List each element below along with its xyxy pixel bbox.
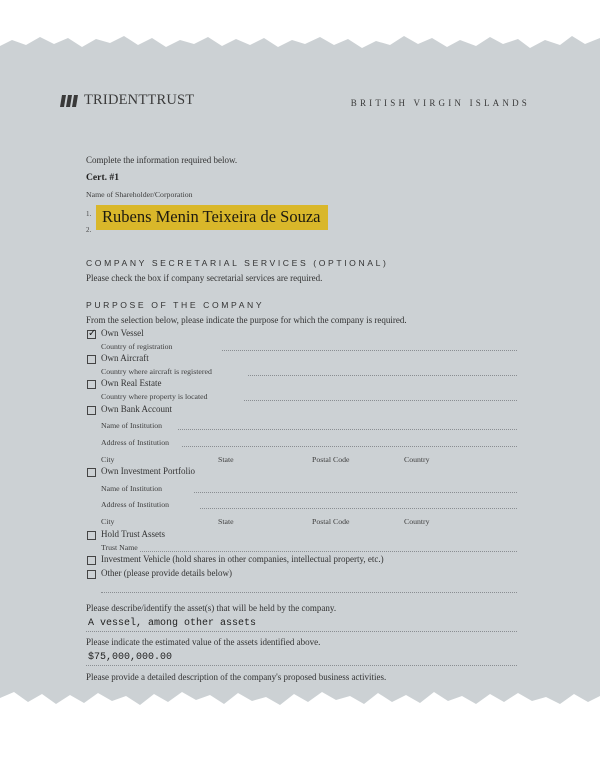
investment-name-field[interactable] xyxy=(194,492,517,493)
logo-text: TRIDENTTRUST xyxy=(84,92,195,108)
bank-country-label: Country xyxy=(404,455,430,464)
own-vessel-label: Own Vessel xyxy=(101,328,144,338)
other-checkbox[interactable] xyxy=(87,570,96,579)
trust-name-label: Trust Name xyxy=(101,543,138,552)
intro-text: Complete the information required below. xyxy=(86,155,238,165)
aircraft-country-label: Country where aircraft is registered xyxy=(101,367,212,376)
investment-vehicle-checkbox[interactable] xyxy=(87,556,96,565)
line-number-2: 2. xyxy=(86,226,92,234)
region-label: BRITISH VIRGIN ISLANDS xyxy=(350,98,530,108)
secretarial-instruction: Please check the box if company secretarial services are required. xyxy=(86,273,323,283)
secretarial-heading: COMPANY SECRETARIAL SERVICES (OPTIONAL) xyxy=(86,258,389,268)
assets-value-value: $75,000,000.00 xyxy=(88,652,173,663)
own-aircraft-label: Own Aircraft xyxy=(101,353,149,363)
investment-postal-label: Postal Code xyxy=(312,517,350,526)
trident-stripes-icon xyxy=(60,95,80,107)
investment-city-label: City xyxy=(101,517,115,526)
hold-trust-checkbox[interactable] xyxy=(87,531,96,540)
business-description-label: Please provide a detailed description of the company's proposed business activities. xyxy=(86,672,387,682)
vessel-country-field[interactable] xyxy=(222,350,517,351)
vessel-country-label: Country of registration xyxy=(101,342,173,351)
purpose-heading: PURPOSE OF THE COMPANY xyxy=(86,300,265,310)
aircraft-country-field[interactable] xyxy=(248,375,517,376)
assets-value-field[interactable] xyxy=(86,665,517,666)
bank-postal-label: Postal Code xyxy=(312,455,350,464)
own-vessel-checkbox[interactable] xyxy=(87,330,96,339)
purpose-instruction: From the selection below, please indicate the purpose for which the company is required. xyxy=(86,315,407,325)
investment-name-label: Name of Institution xyxy=(101,484,163,493)
check-mark-icon: ✓ xyxy=(88,328,97,339)
other-details-field[interactable] xyxy=(101,592,517,593)
property-country-label: Country where property is located xyxy=(101,392,208,401)
bank-name-label: Name of Institution xyxy=(101,421,163,430)
trust-name-field[interactable] xyxy=(140,551,517,552)
bank-address-label: Address of Institution xyxy=(101,438,170,447)
bank-state-label: State xyxy=(218,455,234,464)
assets-describe-label: Please describe/identify the asset(s) that will be held by the company. xyxy=(86,603,337,613)
investment-vehicle-label: Investment Vehicle (hold shares in other companies, intellectual property, etc.) xyxy=(101,554,384,564)
bank-name-field[interactable] xyxy=(178,429,517,430)
shareholder-name-label: Name of Shareholder/Corporation xyxy=(86,190,193,199)
investment-country-label: Country xyxy=(404,517,430,526)
own-real-estate-label: Own Real Estate xyxy=(101,378,162,388)
investment-address-label: Address of Institution xyxy=(101,500,170,509)
shareholder-name-value: Rubens Menin Teixeira de Souza xyxy=(96,205,328,230)
own-bank-account-checkbox[interactable] xyxy=(87,406,96,415)
hold-trust-label: Hold Trust Assets xyxy=(101,529,166,539)
own-real-estate-checkbox[interactable] xyxy=(87,380,96,389)
investment-state-label: State xyxy=(218,517,234,526)
other-label: Other (please provide details below) xyxy=(101,568,232,578)
assets-describe-field[interactable] xyxy=(86,631,517,632)
property-country-field[interactable] xyxy=(244,400,517,401)
line-number-1: 1. xyxy=(86,210,92,218)
own-bank-account-label: Own Bank Account xyxy=(101,404,172,414)
own-aircraft-checkbox[interactable] xyxy=(87,355,96,364)
bank-address-field[interactable] xyxy=(182,446,517,447)
cert-label: Cert. #1 xyxy=(86,172,120,183)
bank-city-label: City xyxy=(101,455,115,464)
own-investment-label: Own Investment Portfolio xyxy=(101,466,195,476)
assets-value-label: Please indicate the estimated value of the assets identified above. xyxy=(86,637,321,647)
trident-trust-logo xyxy=(60,92,194,109)
own-investment-checkbox[interactable] xyxy=(87,468,96,477)
assets-describe-value: A vessel, among other assets xyxy=(88,618,257,629)
investment-address-field[interactable] xyxy=(200,508,517,509)
